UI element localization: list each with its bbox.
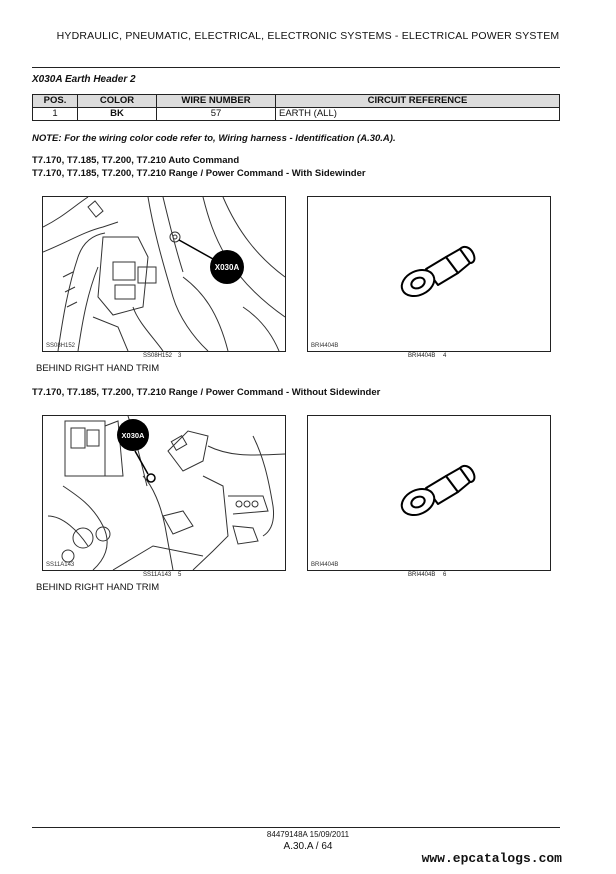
figure-5-wiring-photo xyxy=(42,415,286,571)
figure-4-number: 4 xyxy=(443,353,447,359)
figure-code: SS11A143 xyxy=(46,562,75,568)
figure-3-caption-code: SS08H152 xyxy=(143,353,173,359)
footer-rule xyxy=(32,827,560,828)
figure-code: BRI4404B xyxy=(311,343,339,349)
harness-drawing xyxy=(43,416,285,570)
cell-wire: 57 xyxy=(157,108,276,121)
header-rule xyxy=(32,67,560,68)
harness-drawing xyxy=(43,197,285,351)
figure-code: SS08H152 xyxy=(46,343,76,349)
figure-4-terminal xyxy=(307,196,551,352)
ring-terminal-icon xyxy=(308,197,550,351)
wiring-note: NOTE: For the wiring color code refer to, Wiring harness - Identification (A.30.A). xyxy=(32,133,396,144)
page-header: HYDRAULIC, PNEUMATIC, ELECTRICAL, ELECTRONIC SYSTEMS - ELECTRICAL POWER SYSTEM xyxy=(56,30,560,42)
model-line-2: T7.170, T7.185, T7.200, T7.210 Range / Power Command - With Sidewinder xyxy=(32,168,366,179)
figure-5-caption-code: SS11A143 xyxy=(143,572,172,578)
connector-title: X030A Earth Header 2 xyxy=(32,74,136,85)
callout-label: X030A xyxy=(214,263,240,272)
footer-doc-ref: 84479148A 15/09/2011 xyxy=(266,830,350,839)
figure-4-caption-code: BRI4404B xyxy=(408,353,436,359)
model-line-1: T7.170, T7.185, T7.200, T7.210 Auto Command xyxy=(32,155,240,166)
figure-5-number: 5 xyxy=(178,572,182,578)
callout-label: X030A xyxy=(121,431,145,440)
location-label-2: BEHIND RIGHT HAND TRIM xyxy=(36,582,160,593)
site-watermark: www.epcatalogs.com xyxy=(421,851,562,866)
location-label-1: BEHIND RIGHT HAND TRIM xyxy=(36,363,160,374)
col-wire-number: WIRE NUMBER xyxy=(157,95,276,108)
connector-table xyxy=(32,94,560,121)
col-pos: POS. xyxy=(33,95,78,108)
col-circuit-reference: CIRCUIT REFERENCE xyxy=(276,95,560,108)
model-line-3: T7.170, T7.185, T7.200, T7.210 Range / Power Command - Without Sidewinder xyxy=(32,387,381,398)
footer-page-number: A.30.A / 64 xyxy=(283,841,333,852)
figure-code: BRI4404B xyxy=(311,562,339,568)
table-header-row xyxy=(33,95,560,108)
cell-color: BK xyxy=(78,108,157,121)
figure-3-wiring-photo xyxy=(42,196,286,352)
figure-6-number: 6 xyxy=(443,572,447,578)
table-row xyxy=(33,108,560,121)
ring-terminal-icon xyxy=(308,416,550,570)
cell-circuit: EARTH (ALL) xyxy=(276,108,560,121)
cell-pos: 1 xyxy=(33,108,78,121)
figure-3-number: 3 xyxy=(178,353,182,359)
col-color: COLOR xyxy=(78,95,157,108)
figure-6-caption-code: BRI4404B xyxy=(408,572,436,578)
figure-6-terminal xyxy=(307,415,551,571)
